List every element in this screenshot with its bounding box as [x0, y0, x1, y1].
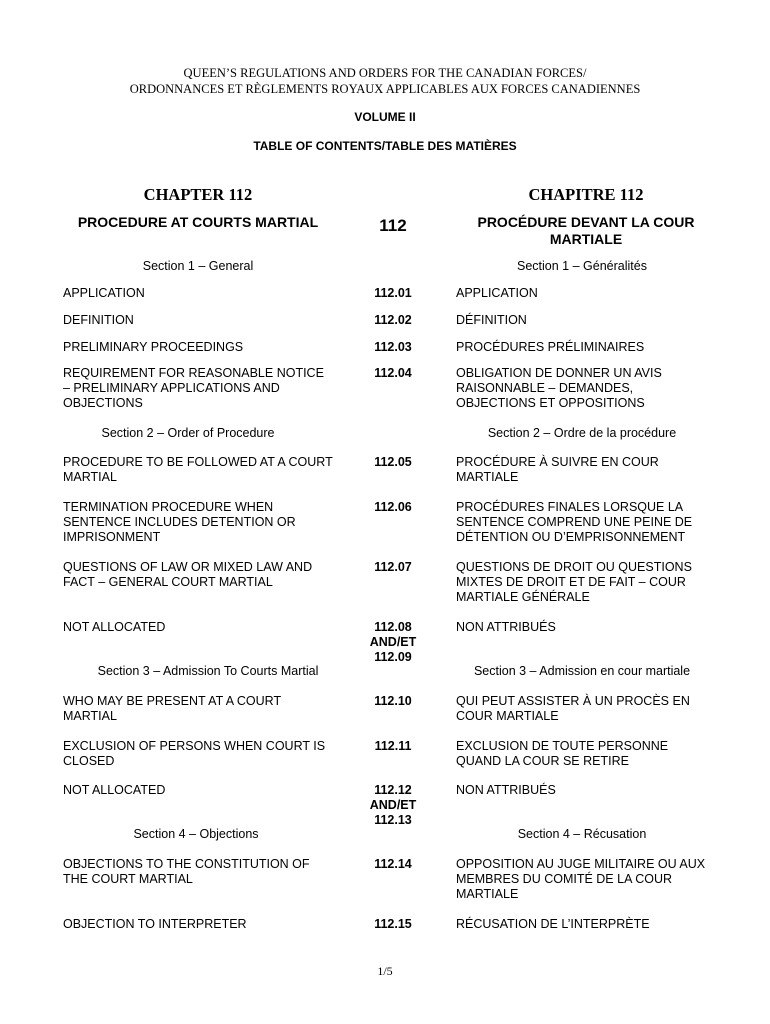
chapter-label-en: CHAPTER 112 [143, 185, 253, 204]
header-line-2: ORDONNANCES ET RÈGLEMENTS ROYAUX APPLICABLES AUX FORCES CANADIENNES [129, 82, 641, 96]
entry-fr: PROCÉDURES PRÉLIMINAIRES [456, 340, 645, 354]
entry-fr: DÉFINITION [456, 313, 527, 327]
entry-en: TERMINATION PROCEDURE WHEN SENTENCE INCLUDES DETENTION OR IMPRISONMENT [63, 500, 296, 544]
volume-heading: VOLUME II [354, 110, 416, 124]
entry-fr: OPPOSITION AU JUGE MILITAIRE OU AUX MEMBRES DU COMITÉ DE LA COUR MARTIALE [456, 857, 706, 901]
header-line-1: QUEEN’S REGULATIONS AND ORDERS FOR THE CANADIAN FORCES/ [183, 66, 587, 80]
entry-number: 112.02 [374, 313, 412, 327]
section-2-en: Section 2 – Order of Procedure [101, 426, 275, 440]
chapter-number: 112 [379, 216, 407, 235]
entry-fr: PROCÉDURE À SUIVRE EN COUR MARTIALE [456, 455, 659, 484]
entry-fr: NON ATTRIBUÉS [456, 620, 556, 634]
entry-number: 112.11 [374, 739, 412, 753]
entry-fr: OBLIGATION DE DONNER UN AVIS RAISONNABLE – DEMANDES, OBJECTIONS ET OPPOSITIONS [456, 366, 662, 410]
entry-number: 112.04 [374, 366, 412, 380]
section-4-fr: Section 4 – Récusation [517, 827, 647, 841]
entry-number: 112.14 [374, 857, 412, 871]
chapter-label-fr: CHAPITRE 112 [528, 185, 644, 204]
page-number: 1/5 [377, 964, 393, 978]
chapter-title-fr: PROCÉDURE DEVANT LA COUR MARTIALE [477, 214, 695, 247]
entry-number: 112.10 [374, 694, 412, 708]
entry-fr: QUI PEUT ASSISTER À UN PROCÈS EN COUR MARTIALE [456, 694, 690, 723]
entry-en: APPLICATION [63, 286, 145, 300]
entry-en: EXCLUSION OF PERSONS WHEN COURT IS CLOSED [63, 739, 326, 768]
entry-en: NOT ALLOCATED [63, 783, 166, 797]
entry-number: 112.15 [374, 917, 412, 931]
entry-en: PROCEDURE TO BE FOLLOWED AT A COURT MARTIAL [63, 455, 333, 484]
section-4-en: Section 4 – Objections [133, 827, 259, 841]
entry-number: 112.01 [374, 286, 412, 300]
entry-en: QUESTIONS OF LAW OR MIXED LAW AND FACT – GENERAL COURT MARTIAL [63, 560, 313, 589]
toc-heading: TABLE OF CONTENTS/TABLE DES MATIÈRES [253, 139, 517, 153]
section-1-en: Section 1 – General [142, 259, 254, 273]
entry-number: 112.05 [374, 455, 412, 469]
entry-en: REQUIREMENT FOR REASONABLE NOTICE – PRELIMINARY APPLICATIONS AND OBJECTIONS [63, 366, 324, 410]
entry-number: 112.12 AND/ET 112.13 [369, 783, 417, 827]
entry-fr: NON ATTRIBUÉS [456, 783, 556, 797]
chapter-title-en: PROCEDURE AT COURTS MARTIAL [77, 214, 319, 230]
entry-en: OBJECTIONS TO THE CONSTITUTION OF THE COURT MARTIAL [63, 857, 310, 886]
section-3-fr: Section 3 – Admission en cour martiale [473, 664, 691, 678]
entry-number: 112.07 [374, 560, 412, 574]
entry-number: 112.03 [374, 340, 412, 354]
entry-en: NOT ALLOCATED [63, 620, 166, 634]
entry-number: 112.08 AND/ET 112.09 [369, 620, 417, 664]
entry-fr: EXCLUSION DE TOUTE PERSONNE QUAND LA COUR SE RETIRE [456, 739, 669, 768]
entry-fr: PROCÉDURES FINALES LORSQUE LA SENTENCE COMPREND UNE PEINE DE DÉTENTION OU D’EMPRISONNEMENT [456, 500, 693, 544]
entry-fr: RÉCUSATION DE L’INTERPRÈTE [456, 917, 650, 931]
entry-en: PRELIMINARY PROCEEDINGS [63, 340, 244, 354]
entry-en: OBJECTION TO INTERPRETER [63, 917, 247, 931]
section-2-fr: Section 2 – Ordre de la procédure [487, 426, 677, 440]
entry-fr: QUESTIONS DE DROIT OU QUESTIONS MIXTES DE DROIT ET DE FAIT – COUR MARTIALE GÉNÉRALE [456, 560, 692, 604]
entry-number: 112.06 [374, 500, 412, 514]
entry-en: WHO MAY BE PRESENT AT A COURT MARTIAL [63, 694, 281, 723]
section-1-fr: Section 1 – Généralités [517, 259, 647, 273]
entry-fr: APPLICATION [456, 286, 538, 300]
section-3-en: Section 3 – Admission To Courts Martial [97, 664, 319, 678]
entry-en: DEFINITION [63, 313, 134, 327]
